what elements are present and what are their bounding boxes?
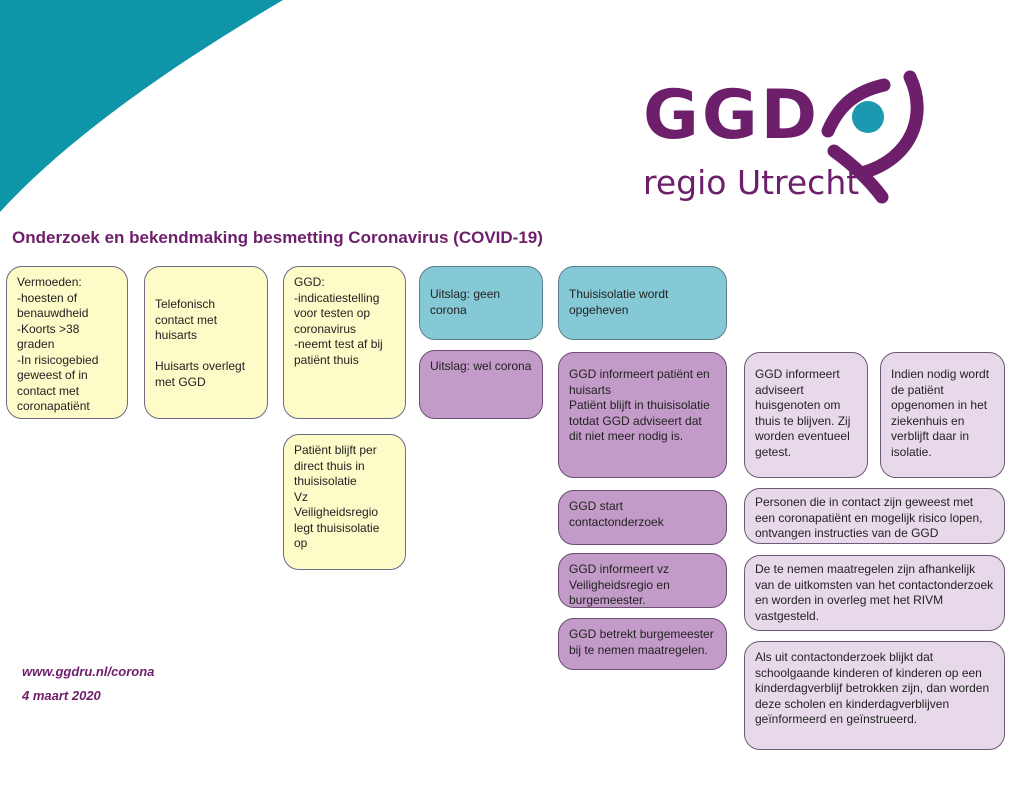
footer-date: 4 maart 2020 [22, 688, 101, 703]
box-thuisisolatie: Patiënt blijft per direct thuis in thuisisolatie Vz Veiligheidsregio legt thuisisolatie op [283, 434, 406, 570]
corner-decoration [0, 0, 290, 215]
box-ggd-betrekt-burgemeester: GGD betrekt burgemeester bij te nemen maatregelen. [558, 618, 727, 670]
box-personen-instructies: Personen die in contact zijn geweest met een coronapatiënt en mogelijk risico lopen, ontvangen instructies van de GGD [744, 488, 1005, 544]
box-thuisisolatie-opgeheven: Thuisisolatie wordt opgeheven [558, 266, 727, 340]
box-ggd-start-contactonderzoek: GGD start contactonderzoek [558, 490, 727, 545]
box-maatregelen-rivm: De te nemen maatregelen zijn afhankelijk van de uitkomsten van het contactonderzoek en worden in overleg met het RIVM vastgesteld. [744, 555, 1005, 631]
box-telefonisch-contact: Telefonisch contact met huisarts Huisarts overlegt met GGD [144, 266, 268, 419]
footer-url: www.ggdru.nl/corona [22, 664, 155, 679]
logo-mark-icon [800, 55, 950, 205]
box-ggd-informeert-patient: GGD informeert patiënt en huisarts Patiënt blijft in thuisisolatie totdat GGD adviseert dat dit niet meer nodig is. [558, 352, 727, 478]
box-ggd-test: GGD: -indicatiestelling voor testen op coronavirus -neemt test af bij patiënt thuis [283, 266, 406, 419]
box-ziekenhuis: Indien nodig wordt de patiënt opgenomen in het ziekenhuis en verblijft daar in isolatie. [880, 352, 1005, 478]
page-title: Onderzoek en bekendmaking besmetting Coronavirus (COVID-19) [12, 228, 543, 247]
logo-wordmark: GGD [643, 76, 821, 155]
box-scholen-kinderdagverblijven: Als uit contactonderzoek blijkt dat schoolgaande kinderen of kinderen op een kinderdagverblijf betrokken zijn, dan worden deze scholen en kinderdagverblijven geïnformeerd en geïnstrueerd. [744, 641, 1005, 750]
box-uitslag-geen-corona: Uitslag: geen corona [419, 266, 543, 340]
logo-subtitle: regio Utrecht [643, 163, 860, 202]
box-ggd-informeert-vz: GGD informeert vz Veiligheidsregio en burgemeester. [558, 553, 727, 608]
box-vermoeden: Vermoeden: -hoesten of benauwdheid -Koorts >38 graden -In risicogebied geweest of in contact met coronapatiënt [6, 266, 128, 419]
box-uitslag-wel-corona: Uitslag: wel corona [419, 350, 543, 419]
box-huisgenoten: GGD informeert adviseert huisgenoten om thuis te blijven. Zij worden eventueel getest. [744, 352, 868, 478]
